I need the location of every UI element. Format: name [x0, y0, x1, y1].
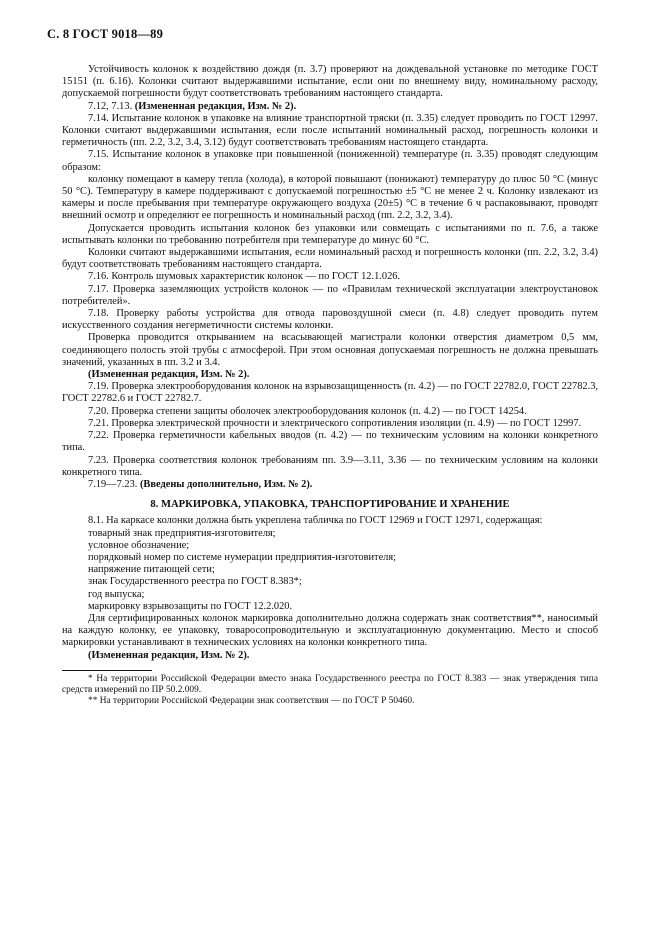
paragraph-7-17: 7.17. Проверка заземляющих устройств колонок — по «Правилам технической эксплуатации электроустановок потребителей». — [62, 283, 598, 307]
paragraph-7-19: 7.19. Проверка электрооборудования колонок на взрывозащищенность (п. 4.2) — по ГОСТ 22782.0, ГОСТ 22782.3, ГОСТ 22782.6 и ГОСТ 22782.7. — [62, 381, 598, 405]
paragraph-7-19-7-23 — [62, 479, 598, 491]
paragraph-7-12-7-13 — [62, 101, 598, 113]
paragraph-certification: Для сертифицированных колонок маркировка дополнительно должна содержать знак соответствия**, наносимый на каждую колонку, ее упаковку, товаросопроводительную и эксплуатационную документацию. Место и способ маркировки устанавливают в технических условиях на колонки конкретного типа. — [62, 612, 598, 649]
footnote-1: * На территории Российской Федерации вместо знака Государственного реестра по ГОСТ 8.383 — знак утверждения типа средств измерений по ПР 50.2.009. — [62, 673, 598, 695]
page-content — [62, 64, 598, 707]
list-item: знак Государственного реестра по ГОСТ 8.383*; — [88, 576, 302, 588]
paragraph-7-21: 7.21. Проверка электрической прочности и электрического сопротивления изоляции (п. 4.9) — по ГОСТ 12997. — [88, 417, 582, 429]
paragraph-7-14: 7.14. Испытание колонок в упаковке на влияние транспортной тряски (п. 3.35) следует проводить по ГОСТ 12997. Колонки считают выдержавшими испытания, если после испытаний номинальный расход, погрешность колонки и герметичность (пп. 2.2, 3.2, 3.4, 3.12) будут соответствовать требованиям настоящего стандарта. — [62, 112, 598, 149]
list-item: маркировку взрывозащиты по ГОСТ 12.2.020. — [88, 600, 293, 612]
footnote-2: ** На территории Российской Федерации знак соответствия — по ГОСТ Р 50460. — [88, 695, 415, 706]
paragraph-7-23: 7.23. Проверка соответствия колонок требованиям пп. 3.9—3.11, 3.36 — по техническим условиям на колонки конкретного типа. — [62, 454, 598, 478]
page-header: С. 8 ГОСТ 9018—89 — [47, 27, 164, 41]
amendment-note: (Измененная редакция, Изм. № 2). — [88, 649, 250, 661]
list-item: год выпуска; — [88, 588, 145, 600]
paragraph-pass-criteria: Колонки считают выдержавшими испытания, если номинальный расход и погрешность колонки (пп. 2.2, 3.2, 3.4) будут соответствовать требованиям настоящего стандарта. — [62, 247, 598, 271]
amendment-note: (Измененная редакция, Изм. № 2). — [88, 369, 250, 381]
addition-note: (Введены дополнительно, Изм. № 2). — [139, 478, 313, 490]
clause-number: 7.19—7.23. — [88, 478, 138, 490]
section-title: 8. МАРКИРОВКА, УПАКОВКА, ТРАНСПОРТИРОВАНИЕ И ХРАНЕНИЕ — [150, 499, 510, 511]
list-item: условное обозначение; — [88, 539, 190, 551]
list-item: напряжение питающей сети; — [88, 564, 215, 576]
footnote-divider — [62, 670, 152, 671]
clause-number: 7.12, 7.13. — [88, 100, 133, 112]
paragraph-check-procedure: Проверка проводится открыванием на всасывающей магистрали колонки отверстия диаметром 0,5 мм, соединяющего полость этой трубы с атмосферой. При этом основная допускаемая погрешность не должна превышать значений, указанных в пп. 3.2 и 3.4. — [62, 332, 598, 368]
paragraph-rain-test: Устойчивость колонок к воздействию дождя (п. 3.7) проверяют на дождевальной установке по методике ГОСТ 15151 (п. 6.16). Колонки считают выдержавшими испытание, если они по внешнему виду, номинальному расходу, допускаемой погрешности будут соответствовать требованиям настоящего стандарта. — [62, 64, 598, 100]
marking-list — [62, 528, 598, 613]
paragraph-temperature-procedure: колонку помещают в камеру тепла (холода), в которой повышают (понижают) температуру до плюс 50 °С (минус 50 °С). Температуру в камере поддерживают с допускаемой погрешностью ±5 °С не менее 2 ч. Колонку извлекают из камеры и после пребывания при температуре окружающего воздуха (20±5) °С в течение 6 ч распаковывают, проводят внешний осмотр и определяют ее погрешность и номинальный расход (пп. 2.2, 3.2, 3.4). — [62, 173, 598, 222]
paragraph-7-18: 7.18. Проверку работы устройства для отвода паровоздушной смеси (п. 4.8) следует проводить путем искусственного создания негерметичности системы колонки. — [62, 308, 598, 332]
paragraph-allowed-tests: Допускается проводить испытания колонок без упаковки или совмещать с испытаниями по п. 7.6, а также испытывать колонки по требованию потребителя при температуре до минус 60 °С. — [62, 222, 598, 246]
paragraph-7-16: 7.16. Контроль шумовых характеристик колонок — по ГОСТ 12.1.026. — [88, 271, 401, 283]
paragraph-8-1: 8.1. На каркасе колонки должна быть укреплена табличка по ГОСТ 12969 и ГОСТ 12971, содержащая: — [88, 515, 543, 527]
paragraph-7-20: 7.20. Проверка степени защиты оболочек электрооборудования колонок (п. 4.2) — по ГОСТ 14254. — [88, 405, 527, 417]
list-item: порядковый номер по системе нумерации предприятия-изготовителя; — [88, 551, 397, 563]
paragraph-7-22: 7.22. Проверка герметичности кабельных вводов (п. 4.2) — по техническим условиям на колонки конкретного типа. — [62, 430, 598, 454]
list-item: товарный знак предприятия-изготовителя; — [88, 527, 276, 539]
amendment-note: (Измененная редакция, Изм. № 2). — [134, 100, 297, 112]
paragraph-7-15: 7.15. Испытание колонок в упаковке при повышенной (пониженной) температуре (п. 3.35) проводят следующим образом: — [62, 149, 598, 173]
